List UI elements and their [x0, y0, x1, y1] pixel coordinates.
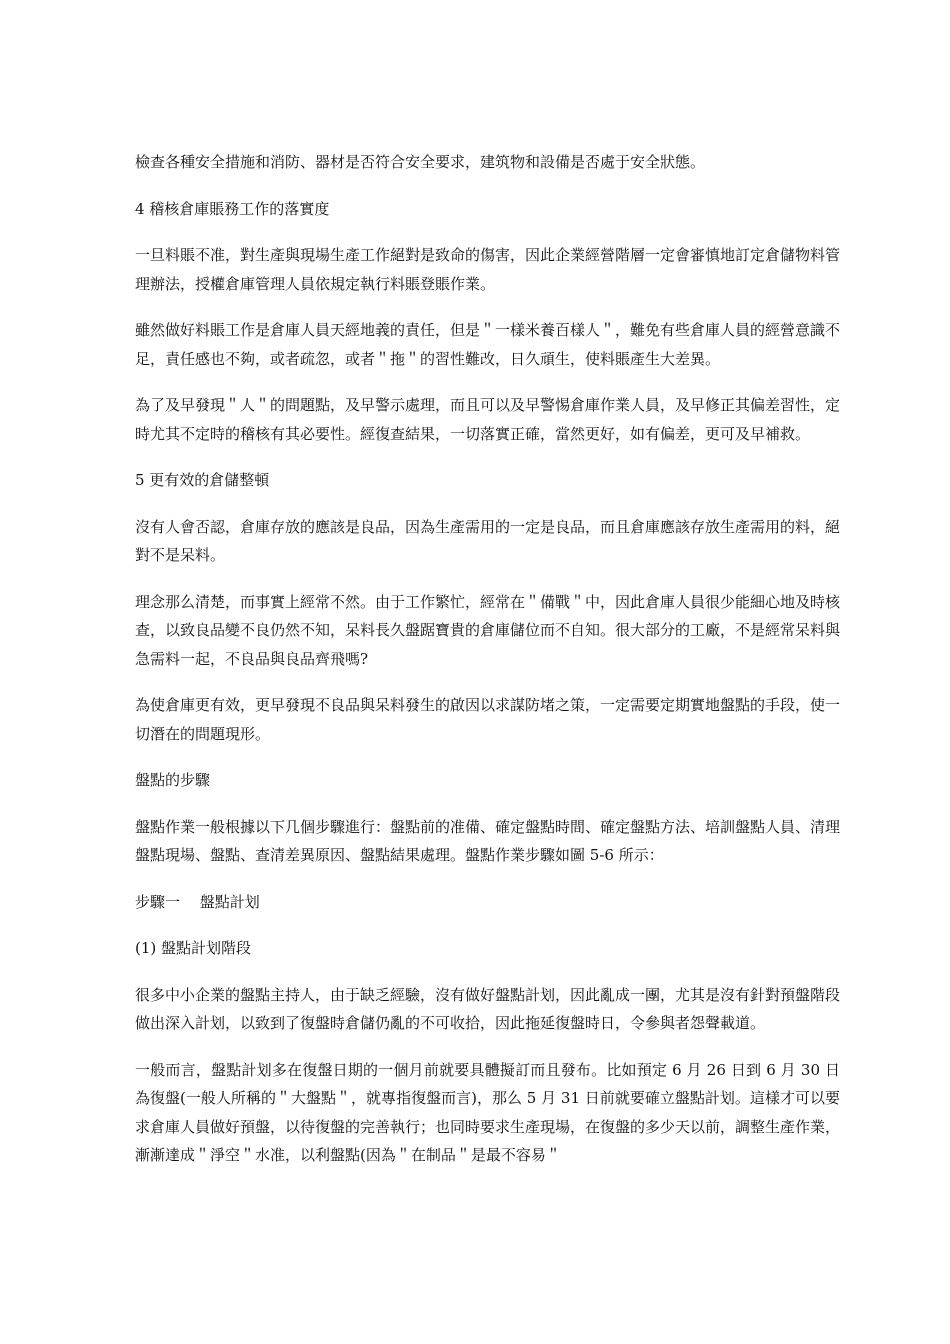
section-heading: 4 稽核倉庫賬務工作的落實度	[135, 199, 330, 218]
body-paragraph: 盤點作業一般根據以下几個步驟進行：盤點前的准備、確定盤點時間、確定盤點方法、培訓盤點人員、清理盤點現場、盤點、查清差異原因、盤點結果處理。盤點作業步驟如圖 5-6 所示：	[135, 817, 841, 864]
body-paragraph: 一般而言，盤點計划多在復盤日期的一個月前就要具體擬訂而且發布。比如預定 6 月 26 日到 6 月 30 日為復盤(一般人所稱的＂大盤點＂，就專指復盤而言)，那么 5 月 31 日前就要確立盤點計划。這樣才可以要求倉庫人員做好預盤，以待復盤的完善執行；也同時要求生產現場，在復盤的多少天以前，調整生產作業，漸漸達成＂淨空＂水准，以利盤點(因為＂在制品＂是最不容易＂	[135, 1060, 841, 1164]
subsection-heading: (1) 盤點計划階段	[135, 939, 252, 957]
step-heading: 步驟一 盤點計划	[135, 892, 260, 911]
body-paragraph: 理念那么清楚，而事實上經常不然。由于工作繁忙，經常在＂備戰＂中，因此倉庫人員很少能細心地及時核查，以致良品變不良仍然不知，呆料長久盤踞寶貴的倉庫儲位而不自知。很大部分的工廠，不是經常呆料與急需料一起，不良品與良品齊飛嗎?	[135, 592, 841, 668]
body-paragraph: 很多中小企業的盤點主持人，由于缺乏經驗，沒有做好盤點計划，因此亂成一團，尤其是沒有針對預盤階段做出深入計划，以致到了復盤時倉儲仍亂的不可收拾，因此拖延復盤時日，令參與者怨聲載道。	[135, 985, 841, 1032]
section-heading: 盤點的步驟	[135, 771, 211, 789]
body-paragraph: 一旦料賬不准，對生產與現場生產工作絕對是致命的傷害，因此企業經營階層一定會審慎地訂定倉儲物料管理辦法，授權倉庫管理人員依規定執行料賬登賬作業。	[135, 246, 841, 293]
document-body	[135, 148, 840, 1188]
body-paragraph: 沒有人會否認，倉庫存放的應該是良品，因為生產需用的一定是良品，而且倉庫應該存放生產需用的料，絕對不是呆料。	[135, 517, 841, 564]
body-paragraph: 檢查各種安全措施和消防、器材是否符合安全要求，建筑物和設備是否處于安全狀態。	[135, 153, 706, 171]
body-paragraph: 為了及早發現＂人＂的問題點，及早警示處理，而且可以及早警惕倉庫作業人員，及早修正其偏差習性，定時尤其不定時的稽核有其必要性。經復查結果，一切落實正確，當然更好，如有偏差，更可及早補救。	[135, 396, 841, 443]
section-heading: 5 更有效的倉儲整頓	[135, 471, 270, 489]
body-paragraph: 雖然做好料賬工作是倉庫人員天經地義的責任，但是＂一樣米養百樣人＂，難免有些倉庫人員的經營意識不足，責任感也不夠，或者疏忽，或者＂拖＂的習性難改，日久頑生，使料賬產生大差異。	[135, 321, 841, 368]
body-paragraph: 為使倉庫更有效，更早發現不良品與呆料發生的啟因以求謀防堵之策，一定需要定期實地盤點的手段，使一切潛在的問題現形。	[135, 696, 841, 743]
